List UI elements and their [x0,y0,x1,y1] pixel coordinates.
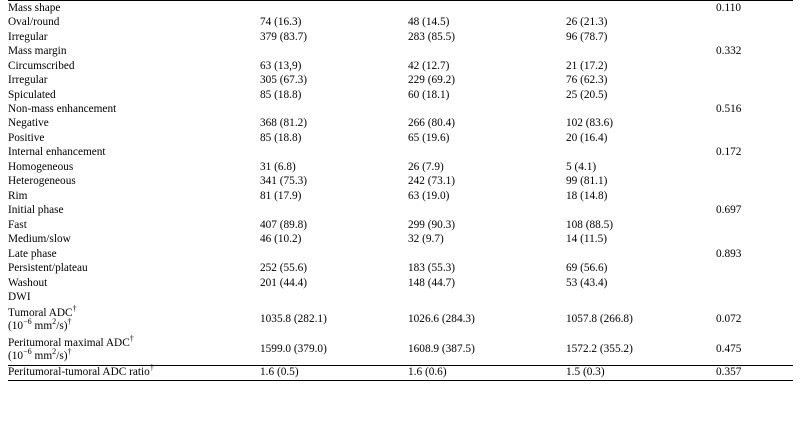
row-label: Negative [8,117,49,130]
row-pvalue: 0.893 [716,247,742,260]
row-label: Oval/round [8,16,60,29]
row-value-3 [566,44,716,58]
row-value-3: 1.5 (0.3) [566,365,716,380]
row-label: Initial phase [8,204,64,217]
table-row [8,233,793,247]
row-label [8,335,260,365]
row-label-line2-open: (10 [8,320,24,333]
row-pvalue [716,276,793,290]
row-value-2 [408,247,566,261]
table-row [8,291,793,305]
row-label: Medium/slow [8,233,71,246]
table-row [8,189,793,203]
row-pvalue [716,233,793,247]
row-label-line2-end: /s) [56,349,68,362]
row-pvalue: 0.697 [716,204,742,217]
table-row [8,117,793,131]
row-label: Non-mass enhancement [8,102,117,115]
row-value-3: 1057.8 (266.8) [566,313,633,326]
row-label: Positive [8,131,45,144]
row-pvalue: 0.332 [716,45,742,58]
table-row [8,160,793,174]
row-value-1 [260,146,408,160]
row-value-1: 31 (6.8) [260,160,296,173]
row-value-1 [260,44,408,58]
row-value-1: 85 (18.8) [260,131,302,144]
row-pvalue: 0.475 [716,343,742,356]
row-value-2 [408,291,566,305]
row-value-3: 76 (62.3) [566,74,608,87]
table-row [8,44,793,58]
row-value-3: 108 (88.5) [566,218,614,231]
table-row [8,146,793,160]
row-label: Irregular [8,30,48,43]
table-row [8,247,793,261]
table-row [8,73,793,87]
row-pvalue [716,59,793,73]
table-row [8,88,793,102]
row-value-2: 65 (19.6) [408,131,450,144]
row-pvalue [716,291,793,305]
row-value-3: 69 (56.6) [566,262,608,275]
row-label: Internal enhancement [8,146,106,159]
row-value-3: 18 (14.8) [566,189,608,202]
row-value-2: 60 (18.1) [408,88,450,101]
row-pvalue [716,218,793,232]
dagger-marker: † [72,304,77,313]
row-value-2: 63 (19.0) [408,189,450,202]
row-value-1: 81 (17.9) [260,189,302,202]
row-label: Heterogeneous [8,175,76,188]
row-value-3: 25 (20.5) [566,88,608,101]
table-row [8,276,793,290]
row-label: Irregular [8,74,48,87]
row-value-2: 183 (55.3) [408,262,456,275]
row-pvalue [716,175,793,189]
row-value-2: 32 (9.7) [408,233,444,246]
row-value-1: 252 (55.6) [260,262,308,275]
table-row [8,365,793,380]
row-value-1: 1.6 (0.5) [260,365,408,380]
dagger-marker: † [129,333,134,343]
row-value-3: 21 (17.2) [566,59,608,72]
row-value-1 [260,247,408,261]
table-row [8,15,793,29]
row-value-2: 148 (44.7) [408,276,456,289]
row-value-2: 26 (7.9) [408,160,444,173]
row-value-3 [566,204,716,218]
row-value-3: 53 (43.4) [566,276,608,289]
table-row [8,204,793,218]
row-label: DWI [8,291,31,304]
table-row [8,1,793,16]
row-pvalue: 0.110 [716,1,793,16]
row-value-1: 46 (10.2) [260,233,302,246]
row-value-3 [566,247,716,261]
row-label-line1: Peritumoral maximal ADC [8,336,130,349]
row-value-1: 407 (89.8) [260,218,308,231]
row-value-2: 283 (85.5) [408,30,456,43]
row-label: Persistent/plateau [8,262,88,275]
table-row [8,175,793,189]
row-label: Fast [8,218,27,231]
row-value-2: 1.6 (0.6) [408,365,566,380]
row-label: Rim [8,189,28,202]
row-pvalue [716,15,793,29]
dagger-marker: † [67,317,72,327]
row-label: Homogeneous [8,160,74,173]
row-value-2: 48 (14.5) [408,16,450,29]
row-label-line1: Tumoral ADC [8,306,73,319]
row-value-1: 1599.0 (379.0) [260,343,327,356]
row-label: Circumscribed [8,59,75,72]
table-row [8,335,793,365]
row-value-1 [260,291,408,305]
row-label: Mass shape [8,1,260,16]
row-value-3 [566,146,716,160]
row-pvalue: 0.172 [716,146,742,159]
characteristics-table [8,0,793,381]
dagger-marker: † [67,347,72,357]
row-value-3: 1572.2 (355.2) [566,343,633,356]
row-pvalue [716,160,793,174]
row-label-line2-end: /s) [56,320,68,333]
row-value-1: 368 (81.2) [260,117,308,130]
row-pvalue [716,117,793,131]
row-value-2: 266 (80.4) [408,117,456,130]
row-pvalue [716,30,793,44]
row-label [8,305,260,335]
row-value-3: 5 (4.1) [566,160,597,173]
table-row [8,305,793,335]
table-row [8,102,793,116]
row-value-2: 299 (90.3) [408,218,456,231]
row-label: Spiculated [8,88,56,101]
row-value-3: 26 (21.3) [566,16,608,29]
row-value-3 [566,291,716,305]
row-value-3 [566,1,716,16]
row-label-line2-open: (10 [8,349,24,362]
row-label-text: Peritumoral-tumoral ADC ratio [8,366,150,379]
row-value-2: 229 (69.2) [408,74,456,87]
row-value-3: 99 (81.1) [566,175,608,188]
dagger-marker: † [149,363,154,373]
table-row [8,59,793,73]
row-pvalue: 0.357 [716,365,793,380]
row-value-1: 201 (44.4) [260,276,308,289]
row-value-1: 63 (13,9) [260,59,302,72]
row-value-3: 14 (11.5) [566,233,607,246]
table-row [8,262,793,276]
row-value-2: 1026.6 (284.3) [408,313,475,326]
row-value-2: 42 (12.7) [408,59,450,72]
row-pvalue [716,73,793,87]
row-label: Washout [8,276,48,289]
row-label [8,365,260,380]
row-value-2 [408,44,566,58]
row-value-3 [566,102,716,116]
table-row [8,30,793,44]
row-label: Mass margin [8,45,67,58]
row-pvalue: 0.072 [716,313,742,326]
row-value-1: 1035.8 (282.1) [260,313,327,326]
exponent-minus-six: −6 [23,347,32,357]
table-row [8,218,793,232]
exponent-two: 2 [52,347,57,357]
row-value-1: 85 (18.8) [260,88,302,101]
row-pvalue [716,131,793,145]
row-value-3: 20 (16.4) [566,131,608,144]
row-value-2: 1608.9 (387.5) [408,343,475,356]
row-value-2 [408,1,566,16]
row-value-3: 96 (78.7) [566,30,608,43]
row-value-1: 305 (67.3) [260,74,308,87]
exponent-two: 2 [52,317,57,327]
row-value-2 [408,146,566,160]
row-value-1 [260,204,408,218]
row-value-1 [260,1,408,16]
table-row [8,131,793,145]
row-value-2 [408,204,566,218]
row-pvalue [716,88,793,102]
row-value-1: 341 (75.3) [260,175,308,188]
row-value-1: 74 (16.3) [260,16,302,29]
row-value-1 [260,102,408,116]
row-label-line2-mid: mm [31,349,53,362]
row-value-2 [408,102,566,116]
row-pvalue [716,189,793,203]
exponent-minus-six: −6 [23,317,32,327]
row-value-3: 102 (83.6) [566,117,614,130]
row-pvalue [716,262,793,276]
row-value-1: 379 (83.7) [260,30,308,43]
row-value-2: 242 (73.1) [408,175,456,188]
row-label-line2-mid: mm [31,320,53,333]
row-label: Late phase [8,247,57,260]
row-pvalue: 0.516 [716,102,742,115]
